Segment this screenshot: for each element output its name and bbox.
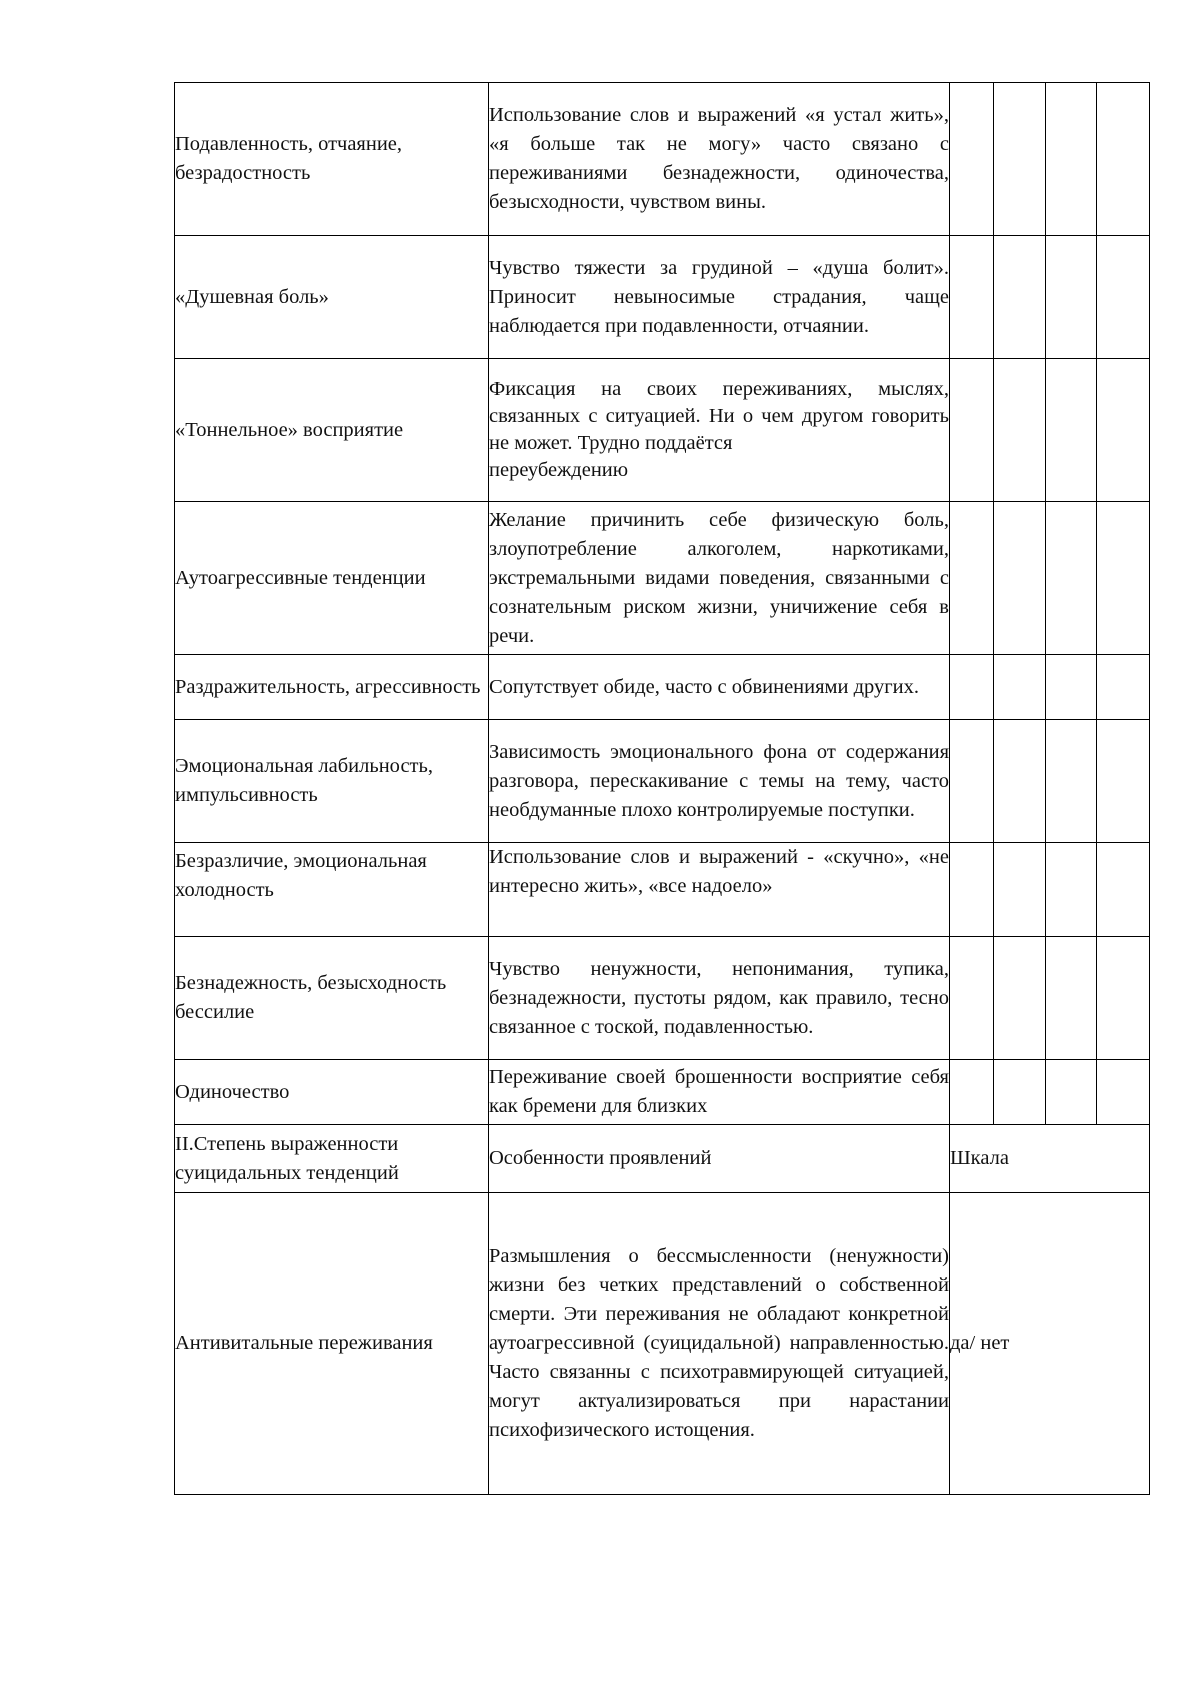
checkbox-cell[interactable] (1046, 236, 1097, 359)
row-description: Зависимость эмоционального фона от содержания разговора, перескакивание с темы на тему, часто необдуманные плохо контролируемые поступки. (489, 720, 950, 843)
checkbox-cell[interactable] (950, 359, 994, 502)
section-header-row (175, 1125, 1150, 1193)
row-description: Чувство ненужности, непонимания, тупика, безнадежности, пустоты рядом, как правило, тесно связанное с тоской, подавленностью. (489, 937, 950, 1060)
table-row (175, 83, 1150, 236)
row-description: Сопутствует обиде, часто с обвинениями других. (489, 655, 950, 720)
table-row (175, 236, 1150, 359)
table-row (175, 843, 1150, 937)
table-row (175, 655, 1150, 720)
checkbox-cell[interactable] (950, 720, 994, 843)
checkbox-cell[interactable] (1097, 1060, 1150, 1125)
section-header-label: II.Степень выраженности суицидальных тенденций (175, 1125, 489, 1193)
checkbox-cell[interactable] (1097, 359, 1150, 502)
row-description-tail: переубеждению (489, 459, 629, 481)
section-header-description: Особенности проявлений (489, 1125, 950, 1193)
row-label: Раздражительность, агрессивность (175, 655, 489, 720)
row-description: Использование слов и выражений - «скучно», «не интересно жить», «все надоело» (489, 843, 950, 937)
checkbox-cell[interactable] (950, 937, 994, 1060)
table-row (175, 359, 1150, 502)
symptom-table (174, 82, 1150, 1495)
checkbox-cell[interactable] (1046, 655, 1097, 720)
row-label: Аутоагрессивные тенденции (175, 502, 489, 655)
row-description: Желание причинить себе физическую боль, злоупотребление алкоголем, наркотиками, экстремальными видами поведения, связанными с сознательным риском жизни, уничижение себя в речи. (489, 502, 950, 655)
row-description-main: Фиксация на своих переживаниях, мыслях, связанных с ситуацией. Ни о чем другом говорить не может. Трудно поддаётся (489, 378, 949, 454)
row-label: Безразличие, эмоциональная холодность (175, 843, 489, 937)
checkbox-cell[interactable] (994, 83, 1046, 236)
table-row (175, 720, 1150, 843)
checkbox-cell[interactable] (1097, 655, 1150, 720)
checkbox-cell[interactable] (950, 83, 994, 236)
row-description: Чувство тяжести за грудиной – «душа болит». Приносит невыносимые страдания, чаще наблюдается при подавленности, отчаянии. (489, 236, 950, 359)
checkbox-cell[interactable] (1046, 1060, 1097, 1125)
checkbox-cell[interactable] (994, 359, 1046, 502)
checkbox-cell[interactable] (1046, 83, 1097, 236)
checkbox-cell[interactable] (950, 502, 994, 655)
checkbox-cell[interactable] (1046, 937, 1097, 1060)
checkbox-cell[interactable] (1046, 359, 1097, 502)
checkbox-cell[interactable] (950, 655, 994, 720)
scale-value: да/ нет (950, 1193, 1150, 1495)
row-description (489, 359, 950, 502)
row-description: Размышления о бессмысленности (ненужности) жизни без четких представлений о собственной смерти. Эти переживания не обладают конкретной аутоагрессивной (суицидальной) направленностью. Часто связанны с психотравмирующей ситуацией, могут актуализироваться при нарастании психофизического истощения. (489, 1193, 950, 1495)
row-description: Использование слов и выражений «я устал жить», «я больше так не могу» часто связано с переживаниями безнадежности, одиночества, безысходности, чувством вины. (489, 83, 950, 236)
table-row (175, 1060, 1150, 1125)
checkbox-cell[interactable] (950, 1060, 994, 1125)
row-label: Подавленность, отчаяние, безрадостность (175, 83, 489, 236)
row-label: Антивитальные переживания (175, 1193, 489, 1495)
checkbox-cell[interactable] (1097, 720, 1150, 843)
table-row (175, 1193, 1150, 1495)
scale-header: Шкала (950, 1125, 1150, 1193)
row-label: «Душевная боль» (175, 236, 489, 359)
row-label: Безнадежность, безысходность бессилие (175, 937, 489, 1060)
checkbox-cell[interactable] (1097, 502, 1150, 655)
checkbox-cell[interactable] (994, 655, 1046, 720)
checkbox-cell[interactable] (1097, 236, 1150, 359)
checkbox-cell[interactable] (994, 937, 1046, 1060)
checkbox-cell[interactable] (1097, 83, 1150, 236)
checkbox-cell[interactable] (994, 1060, 1046, 1125)
checkbox-cell[interactable] (1097, 843, 1150, 937)
row-label: Эмоциональная лабильность, импульсивность (175, 720, 489, 843)
table-row (175, 502, 1150, 655)
checkbox-cell[interactable] (1097, 937, 1150, 1060)
row-label: Одиночество (175, 1060, 489, 1125)
row-label: «Тоннельное» восприятие (175, 359, 489, 502)
checkbox-cell[interactable] (994, 236, 1046, 359)
checkbox-cell[interactable] (1046, 720, 1097, 843)
row-description: Переживание своей брошенности восприятие себя как бремени для близких (489, 1060, 950, 1125)
checkbox-cell[interactable] (994, 720, 1046, 843)
checkbox-cell[interactable] (950, 843, 994, 937)
checkbox-cell[interactable] (1046, 843, 1097, 937)
checkbox-cell[interactable] (994, 843, 1046, 937)
table-row (175, 937, 1150, 1060)
checkbox-cell[interactable] (1046, 502, 1097, 655)
checkbox-cell[interactable] (950, 236, 994, 359)
checkbox-cell[interactable] (994, 502, 1046, 655)
